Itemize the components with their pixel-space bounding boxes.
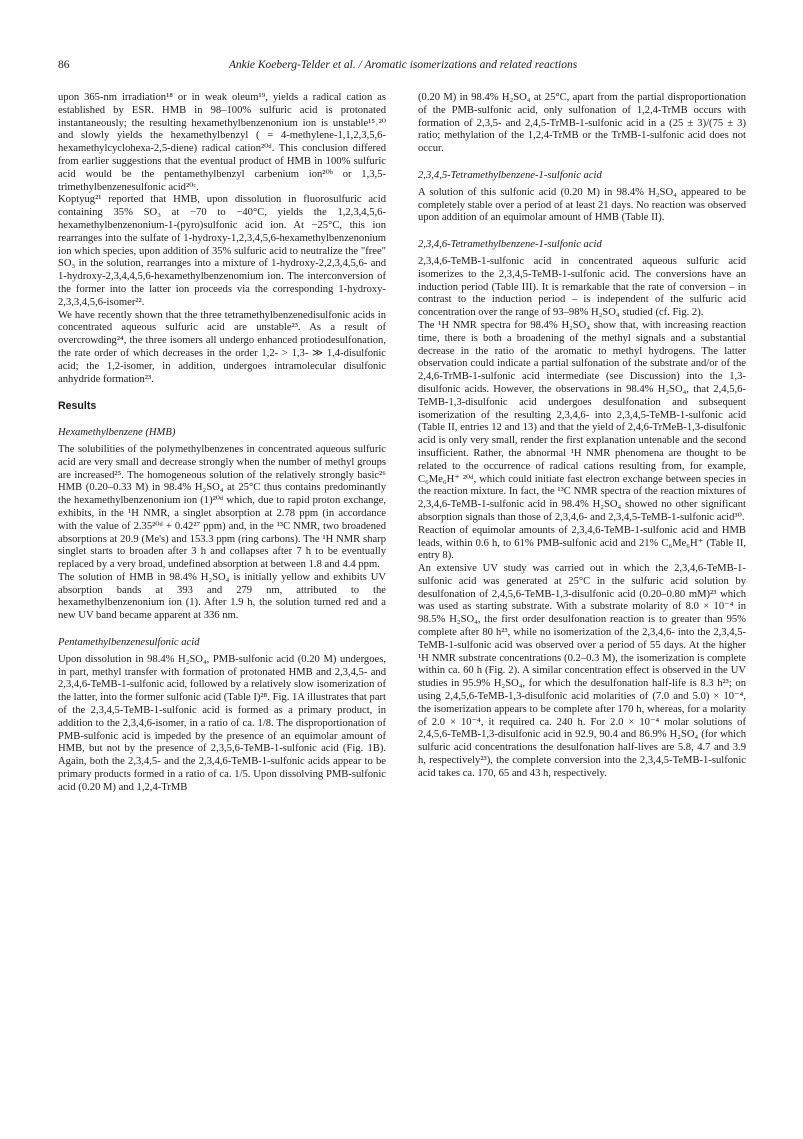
tetramethyl-2346-subheading: 2,3,4,6-Tetramethylbenzene-1-sulfonic acid (418, 239, 602, 251)
spacer (58, 386, 386, 400)
spacer (418, 225, 746, 239)
tetramethyl-2345-subheading: 2,3,4,5-Tetramethylbenzene-1-sulfonic acid (418, 169, 602, 181)
running-title: Ankie Koeberg-Telder et al. / Aromatic isomerizations and related reactions (228, 59, 578, 71)
spacer (418, 156, 746, 170)
paragraph: We have recently shown that the three tetramethylbenzenedisulfonic acids in concentrated aqueous sulfuric acid are unstable²³. As a result of overcrowding²⁴, the three isomers all undergo enhanced protiodesulfonation, the rate order of which decreases in the order 1,2- > 1,3- ≫ 1,4-disulfonic acid; the 1,2-isomer, in addition, undergoes intramolecular disulfonic anhydride formation²³. (58, 309, 386, 385)
paragraph: The solution of HMB in 98.4% H₂SO₄ is initially yellow and exhibits UV absorption bands at 393 and 279 nm, attributed to the hexamethylbenzenonium ion (1). After 1.9 h, the solution turned red and a new UV band became apparent at 336 nm. (58, 571, 386, 622)
paragraph: Upon dissolution in 98.4% H₂SO₄, PMB-sulfonic acid (0.20 M) undergoes, in part, methyl transfer with formation of protonated HMB and 2,3,4,5- and 2,3,4,6-TeMB-1-sulfonic acid, followed by a relatively slow isomerization of the latter, into the former sulfonic acid (Table I)²⁸. Fig. 1A illustrates that part of the 2,3,4,5-TeMB-1-sulfonic acid is formed as a primary product, in addition to the 2,3,4,6-isomer, in a ratio of ca. 1/8. The disproportionation of PMB-sulfonic acid is impeded by the presence of an equimolar amount of HMB, but not by the presence of 2,3,5,6-TeMB-1-sulfonic acid (Fig. 1B). Again, both the 2,3,4,5- and the 2,3,4,6-TeMB-1-sulfonic acids appear to be primary products formed in a ratio of ca. 1/5. Upon dissolving PMB-sulfonic acid (0.20 M) and 1,2,4-TrMB (58, 653, 386, 793)
results-heading: Results (58, 400, 97, 413)
paragraph: upon 365-nm irradiation¹⁸ or in weak oleum¹⁹, yields a radical cation as established by ESR. HMB in 98–100% sulfuric acid is protonated instantaneously; the resulting hexamethylbenzenonium ion is unstable¹⁵˒²⁰ and slowly yields the hexamethylbenzyl ( = 4-methylene-1,1,2,3,5,6-hexamethylcyclohexa-2,5-diene) radical cation²⁰ᵈ. This conclusion differed from earlier suggestions that the eventual product of HMB in 100% sulfuric acid would be the pentamethylbenzyl carbenium ion²⁰ᵇ or 1,3,5-trimethylbenzenesulfonic acid²⁰ᶜ. (58, 92, 386, 193)
left-column (58, 92, 386, 795)
paragraph: Koptyug²¹ reported that HMB, upon dissolution in fluorosulfuric acid containing 35% SO₃ at −70 to −40°C, yields the 1,2,3,4,5,6-hexamethylbenzenonium-1-(pyro)sulfonic acid ion. At −25°C, this ion rearranges into the sulfate of 1-hydroxy-1,2,3,4,5,6-hexamethylbenzenonium ion which species, upon addition of 35% sulfuric acid to neutralize the "free" SO₃ in the solution, rearranges into a mixture of 1-hydroxy-2,2,3,4,5,6- and 1-hydroxy-2,3,4,4,5,6-hexamethylbenzenomium ion. The interconversion of the former into the latter ion proceeds via the corresponding 1-hydroxy-2,3,3,4,5,6-isomer²². (58, 194, 386, 308)
paragraph: (0.20 M) in 98.4% H₂SO₄ at 25°C, apart from the partial disproportionation of the PMB-sulfonic acid, only sulfonation of 1,2,4-TrMB occurs with formation of 2,3,5- and 2,4,5-TrMB-1-sulfonic acid in a (25 ± 3)/(75 ± 3) ratio; methylation of the 1,2,4-TrMB or the TrMB-1-sulfonic acid does not occur. (418, 92, 746, 155)
paragraph: The solubilities of the polymethylbenzenes in concentrated aqueous sulfuric acid are very small and decrease strongly when the number of methyl groups are increased²⁵. The homogeneous solution of the relatively strongly basic²⁶ HMB (0.20–0.33 M) in 98.4% H₂SO₄ at 25°C thus contains predominantly the hexamethylbenzenonium ion (1)²⁰ᵈ which, due to rapid proton exchange, exhibits, in the ¹H NMR, a singlet absorption at 2.78 ppm (in accordance with the value of 2.35²⁰ᵈ + 0.42²⁷ ppm) and, in the ¹³C NMR, two broadened absorptions at 20.9 (Me's) and 153.3 ppm (ring carbons). The ¹H NMR sharp singlet starts to broaden after 3 h and collapses after 7 h to be eventually replaced by a very broad, undefined absorption at between 1.8 and 4.4 ppm. (58, 443, 386, 571)
paragraph: A solution of this sulfonic acid (0.20 M) in 98.4% H₂SO₄ appeared to be completely stable over a period of at least 21 days. No reaction was observed upon addition of an equimolar amount of HMB (Table II). (418, 186, 746, 224)
paragraph: 2,3,4,6-TeMB-1-sulfonic acid in concentrated aqueous sulfuric acid isomerizes to the 2,3,4,5-TeMB-1-sulfonic acid. The conversions have an induction period (Table III). It is remarkable that the rate of conversion – in contrast to the induction period – is independent of the sulfuric acid concentration over the range of 93–98% H₂SO₄ studied (cf. Fig. 2). (418, 255, 746, 319)
hmb-subheading: Hexamethylbenzene (HMB) (58, 427, 176, 439)
right-column (418, 92, 746, 781)
paragraph: The ¹H NMR spectra for 98.4% H₂SO₄ show that, with increasing reaction time, there is both a broadening of the methyl signals and a substantial decrease in the ratio of the aromatic to methyl hydrogens. The latter observation could indicate a partial sulfonation of the substrate and/or of the 2,4,6-TrMB-1-sulfonic acid intermediate (see Discussion) into the 1,3-disulfonic acids. However, the observations in 98.4% H₂SO₄, that 2,4,5,6-TeMB-1,3-disulfonic acid undergoes desulfonation and subsequent isomerization of the resulting 2,3,4,6- into 2,3,4,5-TeMB-1-sulfonic acid (Table II, entries 12 and 13) and that the yield of 2,4,6-TrMeB-1,3-disulfonic acid is only very small, render the first explanation untenable and the second insufficient. Rather, the abnormal ¹H NMR phenomena are thought to be related to the occurrence of radical cations resulting from, for example, C₆Me₆H⁺ ²⁰ᵈ, which could initiate fast electron exchange between species in the reaction mixture. In fact, the ¹³C NMR spectra of the reaction mixtures of 2,3,4,6-TeMB-1-sulfonic acid in 98.4% H₂SO₄ showed no other significant absorption signals than those of 2,3,4,6- and 2,3,4,5-TeMB-1-sulfonic acid³⁰. (418, 319, 746, 523)
paragraph: An extensive UV study was carried out in which the 2,3,4,6-TeMB-1-sulfonic acid was generated at 25°C in the sulfuric acid solution by desulfonation of 2,4,5,6-TeMB-1,3-disulfonic acid (0.20–0.80 mM)²³ which was used as starting substrate. With a substrate molarity of 8.0 × 10⁻⁴ in 98.5% H₂SO₄, the first order desulfonation reaction is to greater than 95% complete after 80 h²³, while no isomerization of the 2,3,4,6- into the 2,3,4,5-TeMB-1-sulfonic acid was observed over a period of 55 days. At the higher ¹H NMR substrate concentrations (0.2–0.3 M), the isomerization is complete within ca. 60 h (Fig. 2). A similar concentration effect is observed in the UV studies in 95.9% H₂SO₄, for which the desulfonation half-life is 8.3 h²³; on using 2,4,5,6-TeMB-1,3-disulfonic acid molarities of (7.0 and 5.0) × 10⁻⁴, the isomerization appears to be complete after 170 h, whereas, for a molarity of 2.0 × 10⁻⁴, it required ca. 240 h. For 2.0 × 10⁻⁴ molar solutions of 2,4,5,6-TeMB-1,3-disulfonic acid in 92.9, 90.4 and 86.9% H₂SO₄ (for which sulfuric acid concentrations the desulfonation half-lives are 5.8, 4.7 and 3.9 h, respectively²³), the complete conversion into the 2,3,4,5-TeMB-1-sulfonic acid takes ca. 170, 65 and 43 h, respectively. (418, 563, 746, 779)
paragraph: Reaction of equimolar amounts of 2,3,4,6-TeMB-1-sulfonic acid and HMB leads, within 0.6 h, to 61% PMB-sulfonic acid and 21% C₆Me₆H⁺ (Table II, entry 8). (418, 524, 746, 562)
pmb-subheading: Pentamethylbenzenesulfonic acid (58, 637, 200, 649)
spacer (58, 413, 386, 427)
page-number: 86 (58, 59, 70, 71)
spacer (58, 623, 386, 637)
